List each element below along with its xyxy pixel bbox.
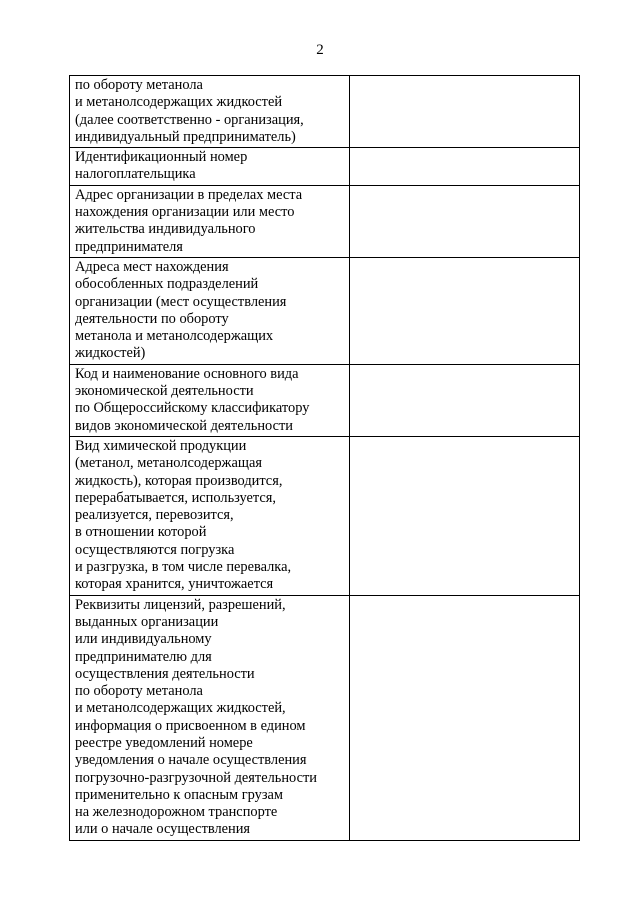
field-label-line: выданных организации <box>75 613 219 630</box>
field-label-line: предпринимателя <box>75 238 183 255</box>
field-label-line: Идентификационный номер <box>75 149 248 166</box>
field-value-cell <box>350 436 580 595</box>
field-label-line: на железнодорожном транспорте <box>75 804 278 821</box>
field-value-cell <box>350 257 580 364</box>
field-label-line: Адрес организации в пределах места <box>75 186 303 203</box>
field-label-line: налогоплательщика <box>75 166 196 183</box>
field-label-line: и метанолсодержащих жидкостей <box>75 94 283 111</box>
field-value-cell <box>350 364 580 436</box>
field-label-line: и разгрузка, в том числе перевалка, <box>75 559 292 576</box>
field-label-line: по обороту метанола <box>75 683 203 700</box>
field-label-line: жительства индивидуального <box>75 221 256 238</box>
field-label-line: видов экономической деятельности <box>75 417 293 434</box>
field-label-line: организации (мест осуществления <box>75 293 287 310</box>
field-value-cell <box>350 76 580 148</box>
table-row <box>70 148 580 186</box>
field-label-cell <box>70 76 350 148</box>
field-label-line: осуществляются погрузка <box>75 541 235 558</box>
table-body <box>70 76 580 841</box>
field-label-line: Вид химической продукции <box>75 437 247 454</box>
field-label-cell <box>70 436 350 595</box>
field-label-line: экономической деятельности <box>75 383 254 400</box>
field-label-line: осуществления деятельности <box>75 665 255 682</box>
field-label-line: жидкость), которая производится, <box>75 472 283 489</box>
field-label-line: информация о присвоенном в едином <box>75 717 306 734</box>
field-value-cell <box>350 148 580 186</box>
field-value-cell <box>350 185 580 257</box>
field-label-line: или индивидуальному <box>75 631 212 648</box>
field-label-line: реестре уведомлений номере <box>75 734 253 751</box>
field-label-line: предпринимателю для <box>75 648 212 665</box>
table-row <box>70 76 580 148</box>
field-label-cell <box>70 595 350 840</box>
field-label-line: по Общероссийскому классификатору <box>75 400 310 417</box>
field-label-line: и метанолсодержащих жидкостей, <box>75 700 286 717</box>
field-label-line: Адреса мест нахождения <box>75 258 229 275</box>
field-label-line: перерабатывается, используется, <box>75 489 276 506</box>
field-label-cell <box>70 364 350 436</box>
field-label-line: реализуется, перевозится, <box>75 507 234 524</box>
field-label-cell <box>70 185 350 257</box>
field-label-line: (далее соответственно - организация, <box>75 111 304 128</box>
page-number: 2 <box>316 42 324 58</box>
field-label-line: (метанол, метанолсодержащая <box>75 455 262 472</box>
field-label-line: применительно к опасным грузам <box>75 786 284 803</box>
field-label-line: деятельности по обороту <box>75 310 229 327</box>
field-label-line: или о начале осуществления <box>75 821 251 838</box>
field-label-line: Код и наименование основного вида <box>75 365 299 382</box>
field-label-cell <box>70 148 350 186</box>
field-label-line: погрузочно-разгрузочной деятельности <box>75 769 317 786</box>
table-row <box>70 436 580 595</box>
field-label-line: обособленных подразделений <box>75 276 259 293</box>
field-value-cell <box>350 595 580 840</box>
table-row <box>70 364 580 436</box>
field-label-line: в отношении которой <box>75 524 207 541</box>
field-label-line: жидкостей) <box>75 345 146 362</box>
field-label-cell <box>70 257 350 364</box>
field-label-line: уведомления о начале осуществления <box>75 752 307 769</box>
field-label-line: индивидуальный предприниматель) <box>75 128 296 145</box>
field-label-line: по обороту метанола <box>75 77 203 93</box>
field-label-line: Реквизиты лицензий, разрешений, <box>75 596 286 613</box>
field-label-line: нахождения организации или место <box>75 204 295 221</box>
field-label-line: метанола и метанолсодержащих <box>75 328 274 345</box>
table-row <box>70 185 580 257</box>
table-row <box>70 595 580 840</box>
field-label-line: которая хранится, уничтожается <box>75 576 274 593</box>
form-table <box>69 75 580 841</box>
table-row <box>70 257 580 364</box>
